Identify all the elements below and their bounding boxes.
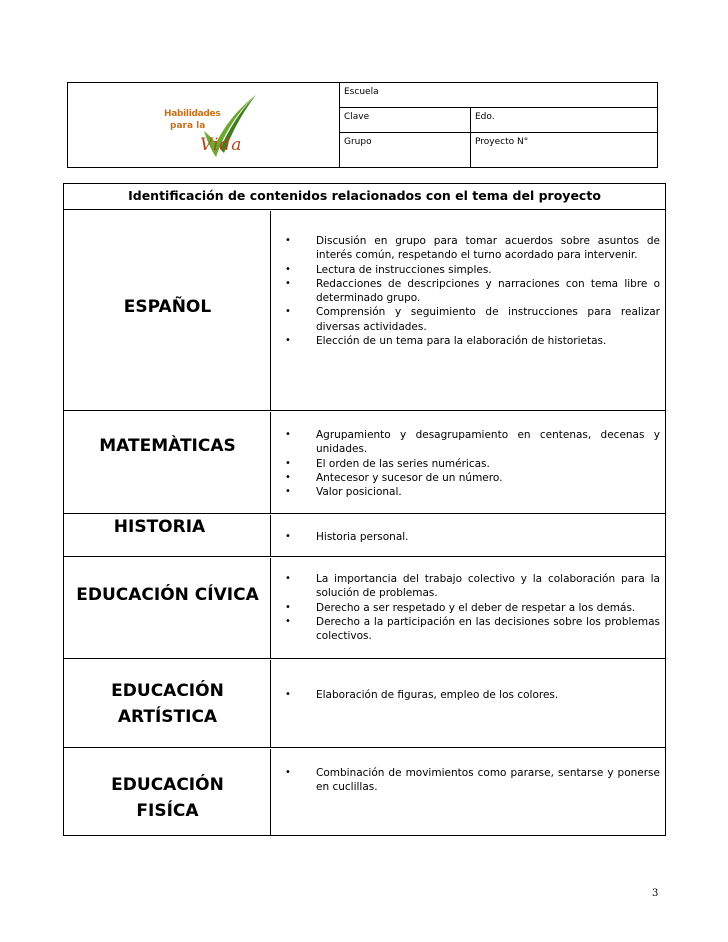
contents-list (282, 530, 660, 544)
bullet-icon: • (285, 471, 291, 483)
clave-label: Clave (344, 112, 370, 122)
bullet-icon: • (285, 457, 291, 469)
clave-cell (340, 108, 471, 133)
subject-educacion-civica: EDUCACIÓN CÍVICA (76, 585, 259, 605)
table-title: Identificación de contenidos relacionados con el tema del proyecto (64, 184, 665, 210)
list-item: • Elaboración de figuras, empleo de los colores. (285, 689, 559, 701)
bullet-icon: • (285, 767, 291, 778)
escuela-cell (340, 83, 657, 108)
bullet-icon: • (285, 615, 291, 627)
grupo-cell (340, 133, 471, 167)
list-item: • Valor posicional. (285, 486, 402, 499)
subject-cell (64, 211, 271, 410)
row-matematicas (64, 412, 665, 514)
bullet-icon: • (285, 429, 291, 440)
subject-educacion-artistica-line2: ARTÍSTICA (117, 707, 218, 727)
subject-cell (64, 515, 271, 556)
contents-list (282, 766, 660, 795)
edo-cell (471, 108, 657, 133)
row-espanol (64, 211, 665, 411)
bullet-icon: • (285, 263, 291, 275)
bullet-icon: • (285, 689, 291, 700)
list-item: • Comprensión y seguimiento de instrucciones para realizar diversas actividades. (285, 306, 660, 333)
list-item: • Derecho a ser respetado y el deber de respetar a los demás. (285, 601, 636, 614)
contents-list (282, 572, 660, 643)
row-educacion-artistica (64, 660, 665, 748)
bullet-icon: • (285, 573, 291, 584)
bullet-icon: • (285, 601, 291, 613)
list-item: • Derecho a la participación en las decisiones sobre los problemas colectivos. (285, 615, 660, 643)
subject-cell (64, 558, 271, 658)
list-item: • Antecesor y sucesor de un número. (285, 471, 503, 484)
bullet-icon: • (285, 277, 291, 289)
bullet-icon: • (285, 335, 291, 347)
habilidades-para-la-vida-logo (164, 91, 264, 163)
list-item: • Redacciones de descripciones y narraciones con tema libre o determinado grupo. (285, 277, 660, 305)
bullet-icon: • (285, 531, 291, 542)
escuela-label: Escuela (344, 87, 379, 97)
contents-list (282, 234, 660, 348)
proyecto-cell (471, 133, 657, 167)
subject-espanol: ESPAÑOL (123, 297, 212, 317)
row-educacion-civica (64, 558, 665, 659)
contents-table (63, 183, 666, 836)
bullet-icon: • (285, 235, 291, 246)
row-educacion-fisica (64, 749, 665, 835)
list-item: • Discusión en grupo para tomar acuerdos sobre asuntos de interés común, respetando el turno acordado para intervenir. (285, 235, 660, 262)
logo-text-vida: Vida (200, 135, 243, 155)
subject-educacion-fisica-line2: FISÍCA (136, 801, 199, 821)
list-item: • La importancia del trabajo colectivo y la colaboración para la solución de problemas. (285, 573, 660, 600)
subject-matematicas: MATEMÀTICAS (99, 436, 236, 456)
list-item: • El orden de las series numéricas. (285, 457, 490, 470)
list-item: • Elección de un tema para la elaboración de historietas. (285, 335, 607, 348)
list-item: • Combinación de movimientos como pararse, sentarse y ponerse en cuclillas. (285, 767, 660, 794)
subject-educacion-artistica-line1: EDUCACIÓN (111, 681, 224, 701)
subject-cell (64, 412, 271, 513)
subject-historia: HISTORIA (113, 517, 206, 537)
bullet-icon: • (285, 306, 291, 318)
list-item: • Lectura de instrucciones simples. (285, 263, 492, 276)
edo-label: Edo. (475, 112, 495, 122)
subject-cell (64, 749, 271, 835)
subject-cell (64, 660, 271, 747)
list-item: • Historia personal. (285, 531, 409, 543)
logo-cell (68, 83, 340, 167)
logo-text-line2: para la (170, 121, 206, 131)
header-table (67, 82, 658, 168)
bullet-icon: • (285, 486, 291, 498)
logo-text-line1: Habilidades (164, 109, 221, 119)
row-historia (64, 515, 665, 557)
page-number: 3 (652, 888, 659, 899)
grupo-label: Grupo (344, 137, 372, 147)
list-item: • Agrupamiento y desagrupamiento en centenas, decenas y unidades. (285, 429, 660, 456)
contents-list (282, 428, 660, 499)
contents-list (282, 688, 660, 702)
proyecto-label: Proyecto N° (475, 137, 529, 147)
subject-educacion-fisica-line1: EDUCACIÓN (111, 775, 224, 795)
